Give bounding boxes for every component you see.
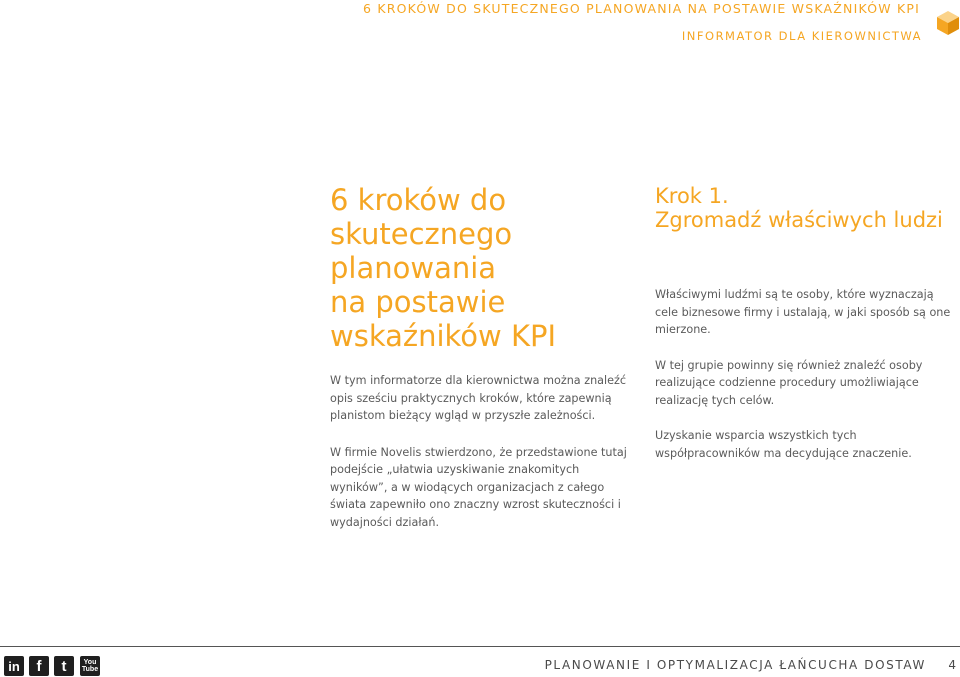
page-title: 6 kroków do skutecznego planowania na postawie wskaźników KPI [330, 183, 557, 353]
step-paragraph-1: Właściwymi ludźmi są te osoby, które wyznaczają cele biznesowe firmy i ustalają, w jaki sposób są one mierzone. [655, 288, 951, 336]
step-column [655, 184, 960, 462]
youtube-icon[interactable] [80, 656, 100, 676]
cube-icon [936, 10, 960, 36]
facebook-icon-label: f [36, 657, 42, 675]
linkedin-icon-label: in [8, 658, 20, 674]
twitter-icon[interactable] [54, 656, 74, 676]
page-number: 4 [948, 658, 956, 672]
intro-column [330, 183, 630, 531]
intro-paragraph: W tym informatorze dla kierownictwa można znaleźć opis sześciu praktycznych kroków, które zapewnią planistom bieżący wgląd w przyszłe zależności. [330, 374, 627, 422]
step-paragraph-2: W tej grupie powinny się również znaleźć osoby realizujące codzienne procedury umożliwiające realizację tych celów. [655, 358, 923, 407]
document-header-title: 6 KROKÓW DO SKUTECZNEGO PLANOWANIA NA POSTAWIE WSKAŹNIKÓW KPI [363, 1, 920, 16]
document-header-subtitle: INFORMATOR DLA KIEROWNICTWA [681, 29, 922, 43]
novelis-paragraph: W firmie Novelis stwierdzono, że przedstawione tutaj podejście „ułatwia uzyskiwanie znakomitych wyników”, a w wiodących organizacjach z całego świata zapewniło ono znaczny wzrost skuteczności i wydajności działań. [330, 445, 627, 529]
step-paragraph-3: Uzyskanie wsparcia wszystkich tych współpracowników ma decydujące znaczenie. [655, 429, 912, 460]
footer-divider [0, 646, 960, 647]
twitter-icon-label: t [61, 657, 67, 675]
youtube-icon-label: You Tube [81, 659, 99, 673]
step-title: Zgromadź właściwych ludzi [655, 208, 943, 232]
step-label: Krok 1. [655, 184, 729, 208]
linkedin-icon[interactable] [4, 656, 24, 676]
footer-section-title: PLANOWANIE I OPTYMALIZACJA ŁAŃCUCHA DOSTAW [544, 658, 926, 672]
facebook-icon[interactable] [29, 656, 49, 676]
